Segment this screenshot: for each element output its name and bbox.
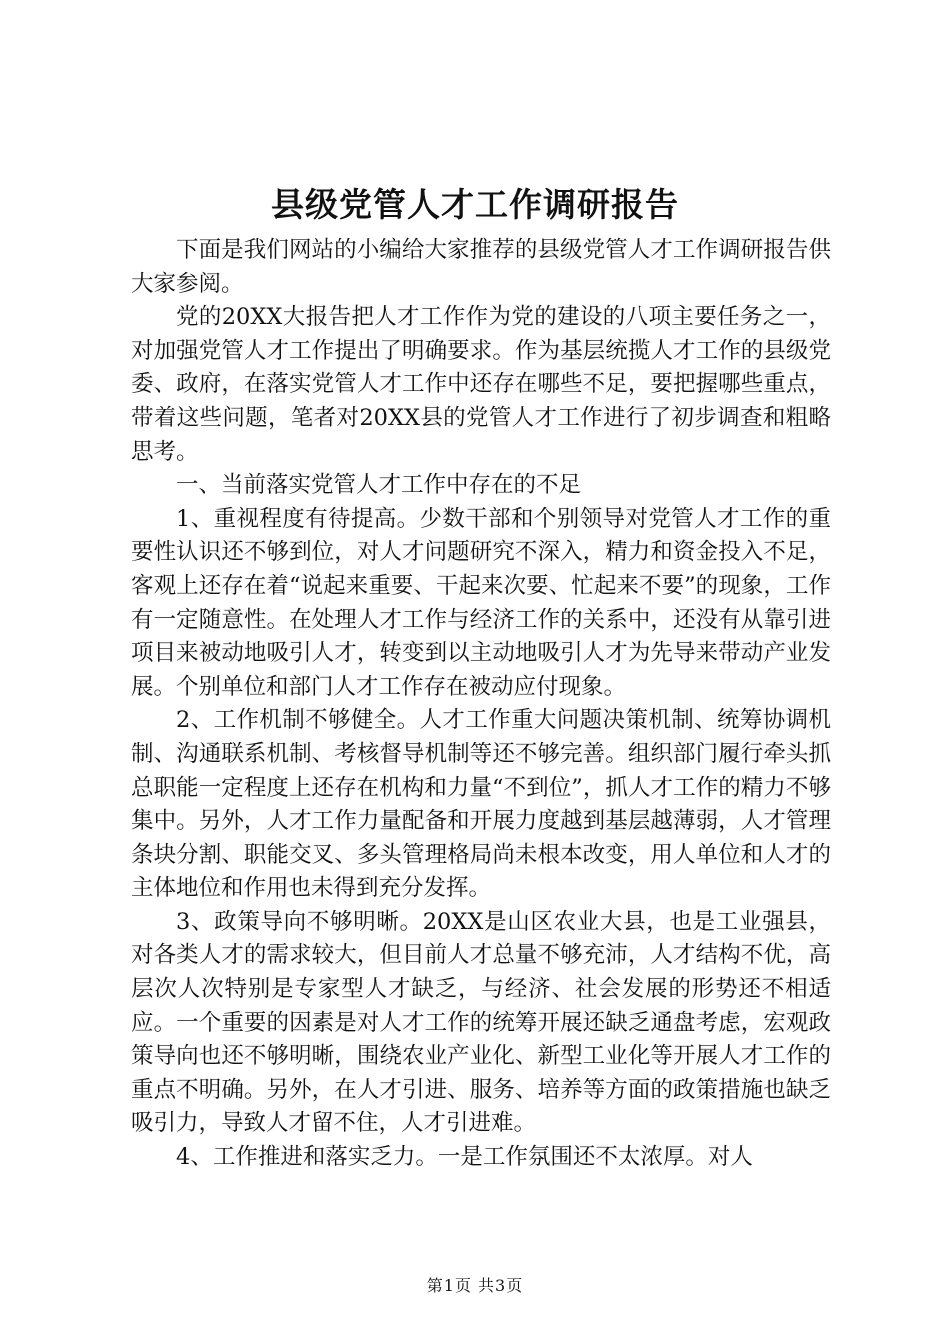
paragraph-intro: 下面是我们网站的小编给大家推荐的县级党管人才工作调研报告供大家参阅。 [131,237,831,297]
paragraph-point-1: 1、重视程度有待提高。少数干部和个别领导对党管人才工作的重要性认识还不够到位，对人才问题研究不深入，精力和资金投入不足，客观上还存在着“说起来重要、干起来次要、忙起来不要”的现象，工作有一定随意性。在处理人才工作与经济工作的关系中，还没有从靠引进项目来被动地吸引人才，转变到以主动地吸引人才为先导来带动产业发展。个别单位和部门人才工作存在被动应付现象。 [131,505,831,700]
section-heading-1: 一、当前落实党管人才工作中存在的不足 [176,472,582,499]
paragraph-point-3: 3、政策导向不够明晰。20XX是山区农业大县，也是工业强县，对各类人才的需求较大，但目前人才总量不够充沛，人才结构不优，高层次人次特别是专家型人才缺乏，与经济、社会发展的形势还不相适应。一个重要的因素是对人才工作的统筹开展还缺乏通盘考虑，宏观政策导向也还不够明晰，围绕农业产业化、新型工业化等开展人才工作的重点不明确。另外，在人才引进、服务、培养等方面的政策措施也缺乏吸引力，导致人才留不住，人才引进难。 [131,908,831,1137]
paragraph-point-2: 2、工作机制不够健全。人才工作重大问题决策机制、统筹协调机制、沟通联系机制、考核督导机制等还不够完善。组织部门履行牵头抓总职能一定程度上还存在机构和力量“不到位”，抓人才工作的精力不够集中。另外，人才工作力量配备和开展力度越到基层越薄弱，人才管理条块分割、职能交叉、多头管理格局尚未根本改变，用人单位和人才的主体地位和作用也未得到充分发挥。 [131,707,831,902]
document-title: 县级党管人才工作调研报告 [271,185,679,224]
paragraph-background: 党的20XX大报告把人才工作作为党的建设的八项主要任务之一，对加强党管人才工作提出了明确要求。作为基层统揽人才工作的县级党委、政府，在落实党管人才工作中还存在哪些不足，要把握哪些重点，带着这些问题，笔者对20XX县的党管人才工作进行了初步调查和粗略思考。 [131,304,831,465]
document-body [131,234,831,1175]
page-number-footer: 第1页 共3页 [426,1276,524,1295]
paragraph-point-4: 4、工作推进和落实乏力。一是工作氛围还不太浓厚。对人 [176,1144,753,1171]
